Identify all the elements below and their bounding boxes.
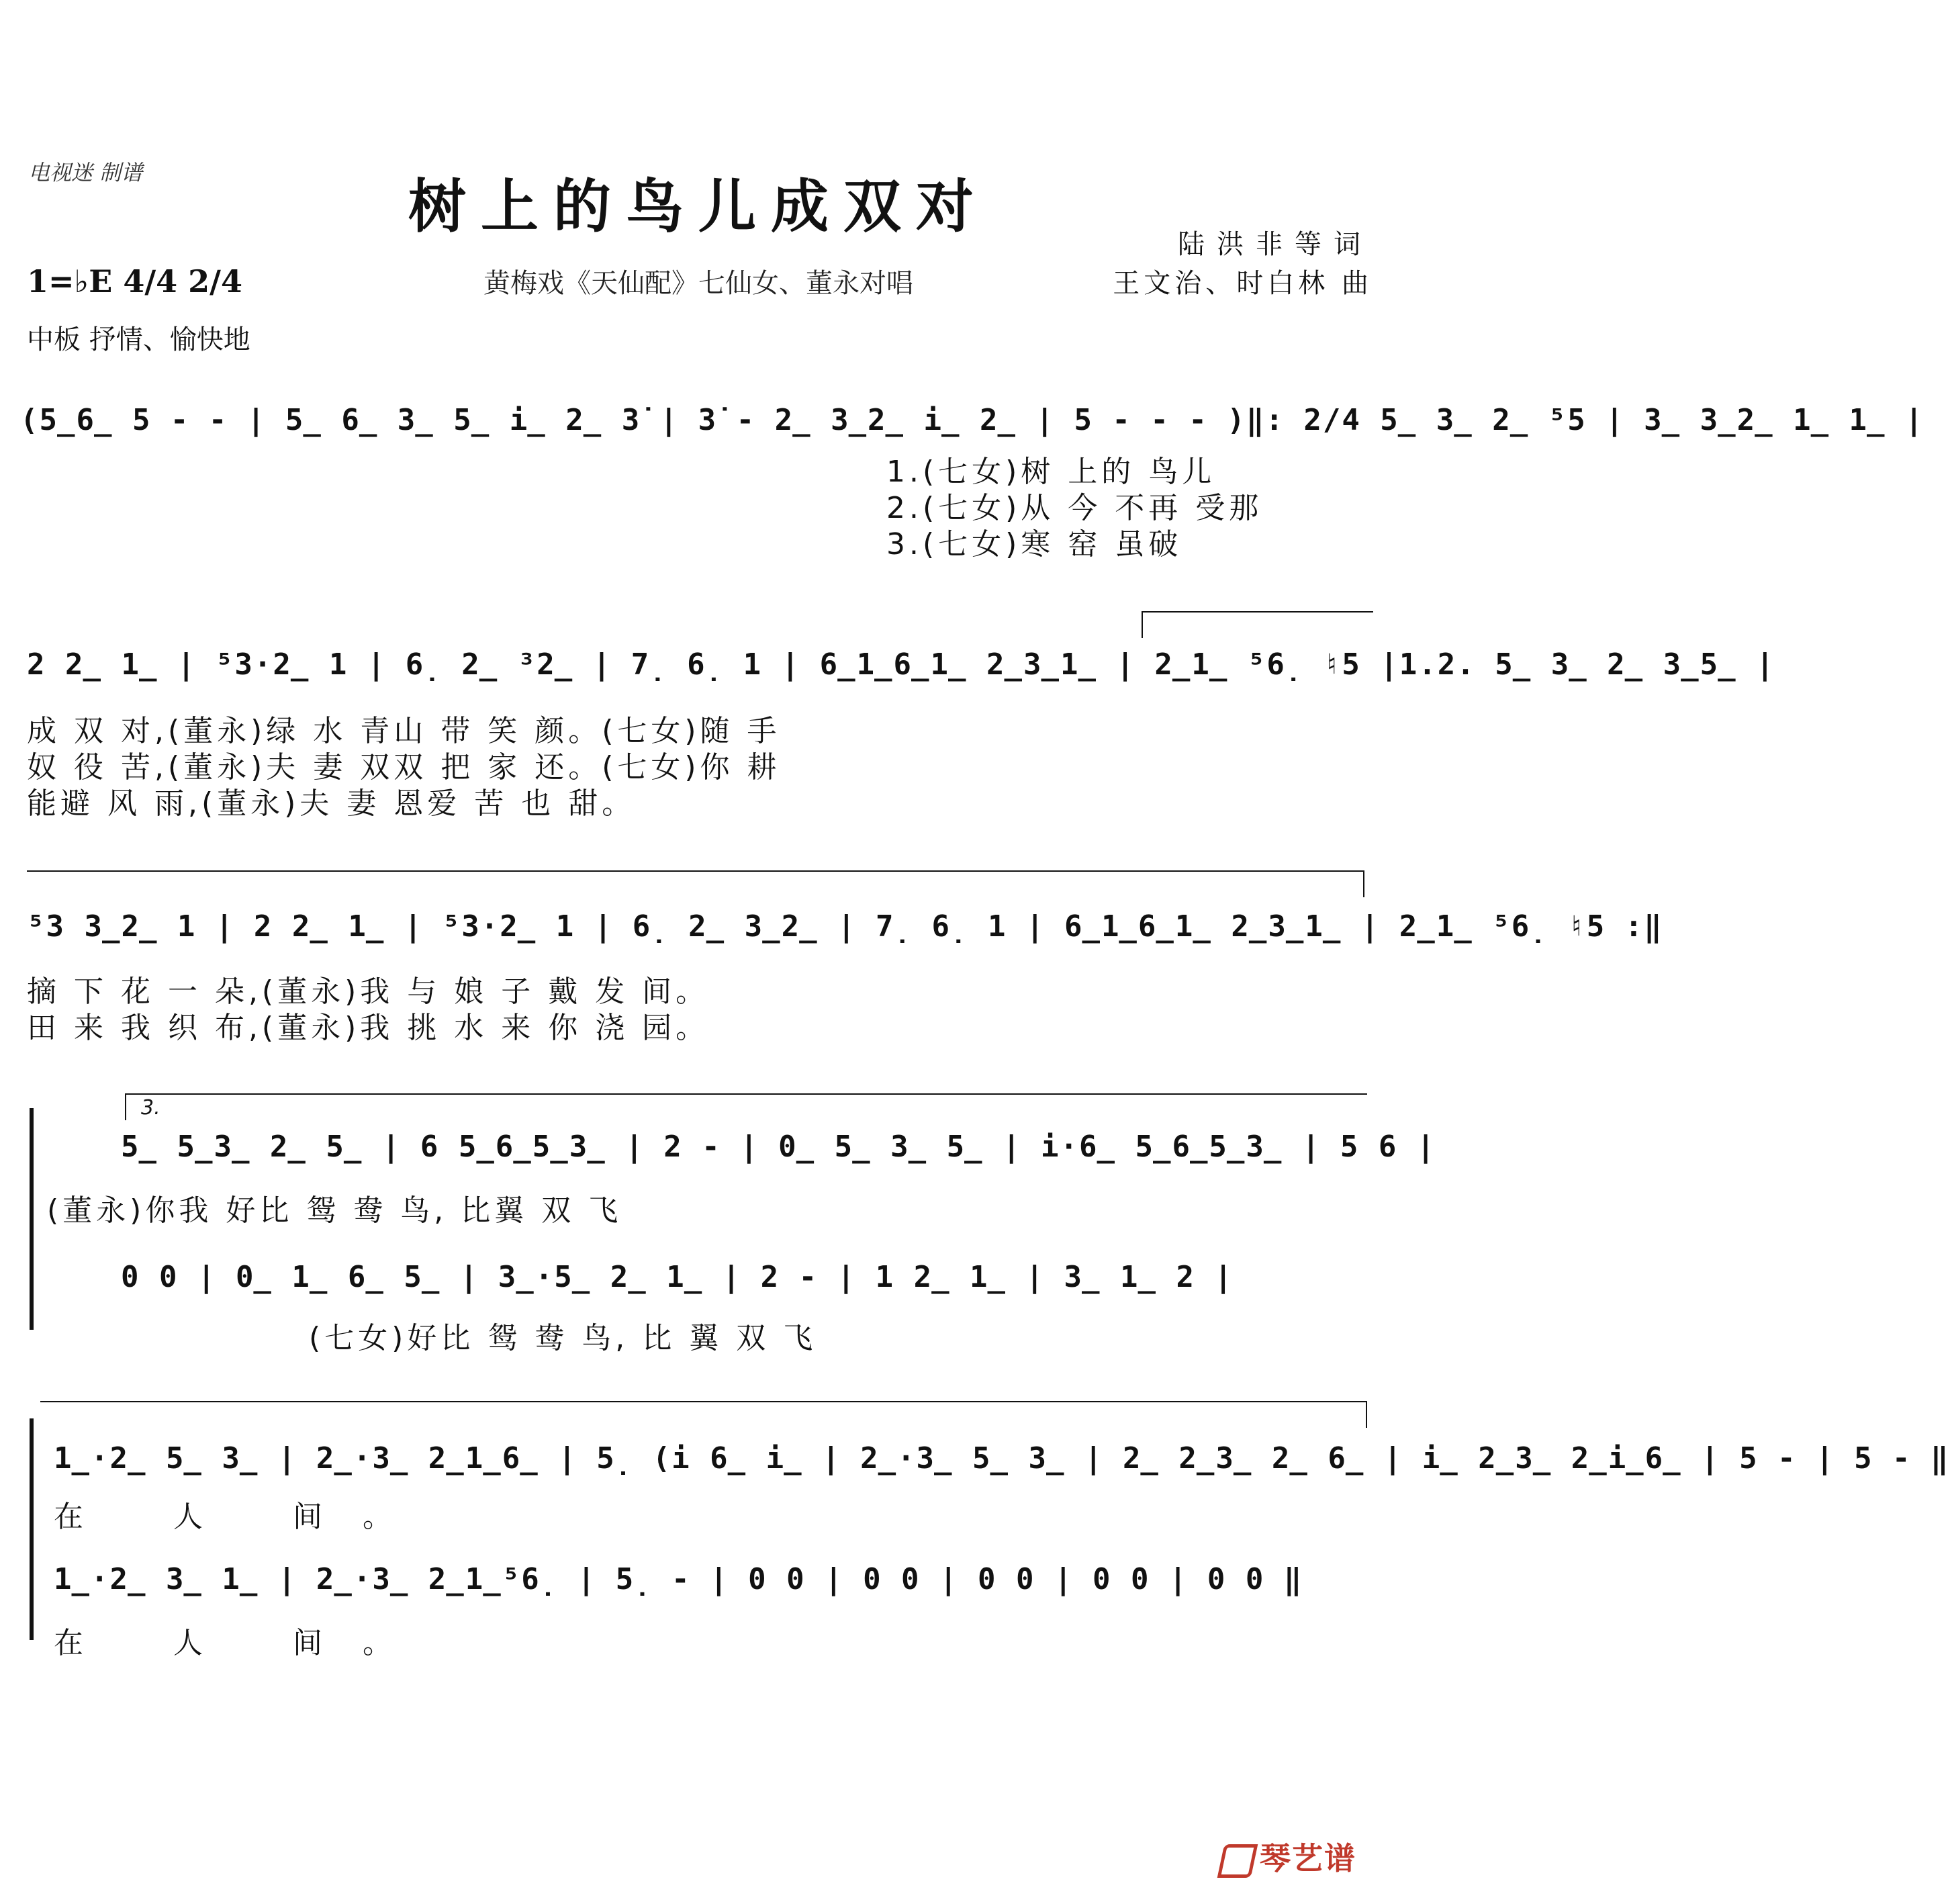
lyrics-verse-1: 摘 下 花 一 朵,(董永)我 与 娘 子 戴 发 间。 <box>27 974 710 1009</box>
notes-line: ⁵3 3̲2̲ 1 | 2 2̲ 1̲ | ⁵3·2̲ 1 | 6̣ 2̲ 3̲2̲ | 7̣ 6̣ 1 | 6̲1̲6̲1̲ 2̲3̲1̲ | 2̲1̲ ⁵6̣ ♮5 :‖ <box>27 909 1663 944</box>
lyrics-verse-1: 成 双 对,(董永)绿 水 青山 带 笑 颜。(七女)随 手 <box>27 714 781 748</box>
upper-voice-notes: 1̲·2̲ 5̲ 3̲ | 2̲·3̲ 2̲1̲6̲ | 5̣ (i 6̲ i̲ | 2̲·3̲ 5̲ 3̲ | 2̲ 2̲3̲ 2̲ 6̲ | i̲ 2̲3̲ 2̲i̲6̲ | 5 - | 5 - ‖ <box>54 1441 1950 1476</box>
key-signature: 1=♭E 4/4 2/4 <box>27 263 242 300</box>
composer-credit: 王文治、时白林 曲 <box>1113 268 1373 299</box>
notes-line: (5̲6̲ 5 - - | 5̲ 6̲ 3̲ 5̲ i̲ 2̲ 3̇ | 3̇ - 2̲ 3̲2̲ i̲ 2̲ | 5 - - - )‖: 2/4 5̲ 3̲ 2̲ ⁵5 | 3̲ 3̲2̲ 1̲ 1̲ | <box>20 403 1924 437</box>
upper-voice-notes: 5̲ 5̲3̲ 2̲ 5̲ | 6 5̲6̲5̲3̲ | 2 - | 0̲ 5̲ 3̲ 5̲ | i·6̲ 5̲6̲5̲3̲ | 5 6 | <box>121 1130 1436 1164</box>
lyrics-verse-2: 2.(七女)从 今 不再 受那 <box>886 491 1263 525</box>
watermark-logo <box>1221 1834 1356 1878</box>
volta-bracket <box>1142 611 1373 613</box>
lyrics-verse-2: 奴 役 苦,(董永)夫 妻 双双 把 家 还。(七女)你 耕 <box>27 750 781 784</box>
volta-bracket <box>40 1401 1367 1402</box>
upper-voice-lyrics: 在 人 间。 <box>54 1500 432 1534</box>
system-brace <box>30 1418 40 1640</box>
tempo-marking: 中板 抒情、愉快地 <box>27 324 250 355</box>
song-title: 树上的鸟儿成双对 <box>408 173 988 240</box>
system-brace <box>30 1108 40 1330</box>
lyrics-verse-3: 3.(七女)寒 窑 虽破 <box>886 527 1182 561</box>
lower-voice-lyrics: (七女)好比 鸳 鸯 鸟, 比 翼 双 飞 <box>309 1321 817 1355</box>
volta-bracket-edge <box>1363 870 1364 897</box>
subtitle: 黄梅戏《天仙配》七仙女、董永对唱 <box>483 268 913 299</box>
lower-voice-notes: 1̲·2̲ 3̲ 1̲ | 2̲·3̲ 2̲1̲⁵6̣ | 5̣ - | 0 0 | 0 0 | 0 0 | 0 0 | 0 0 ‖ <box>54 1562 1303 1596</box>
lyrics-verse-2: 田 来 我 织 布,(董永)我 挑 水 来 你 浇 园。 <box>27 1011 710 1045</box>
volta-bracket-edge <box>1366 1401 1367 1428</box>
watermark-text: 琴艺谱 <box>1260 1840 1356 1876</box>
lyrics-verse-1: 1.(七女)树 上的 鸟儿 <box>886 455 1216 489</box>
lower-voice-notes: 0 0 | 0̲ 1̲ 6̲ 5̲ | 3̲·5̲ 2̲ 1̲ | 2 - | 1 2̲ 1̲ | 3̲ 1̲ 2 | <box>121 1260 1234 1294</box>
upper-voice-lyrics: (董永)你我 好比 鸳 鸯 鸟, 比翼 双 飞 <box>47 1193 622 1228</box>
logo-mark-icon <box>1217 1844 1258 1878</box>
lyrics-verse-3: 能避 风 雨,(董永)夫 妻 恩爱 苦 也 甜。 <box>27 786 636 821</box>
notes-line: 2 2̲ 1̲ | ⁵3·2̲ 1 | 6̣ 2̲ ³2̲ | 7̣ 6̣ 1 | 6̲1̲6̲1̲ 2̲3̲1̲ | 2̲1̲ ⁵6̣ ♮5 |1.2. 5̲ 3̲ 2̲ 3̲5̲ | <box>27 647 1775 682</box>
maker-credit: 电视迷 制谱 <box>28 160 143 185</box>
volta-bracket <box>125 1093 1367 1095</box>
lyricist-credit: 陆洪非等词 <box>1178 229 1373 260</box>
volta-bracket <box>27 870 1363 872</box>
volta-bracket-edge <box>1142 611 1143 638</box>
volta-number: 3. <box>141 1096 160 1120</box>
volta-bracket-edge <box>125 1093 126 1120</box>
lower-voice-lyrics: 在 人 间。 <box>54 1626 432 1660</box>
